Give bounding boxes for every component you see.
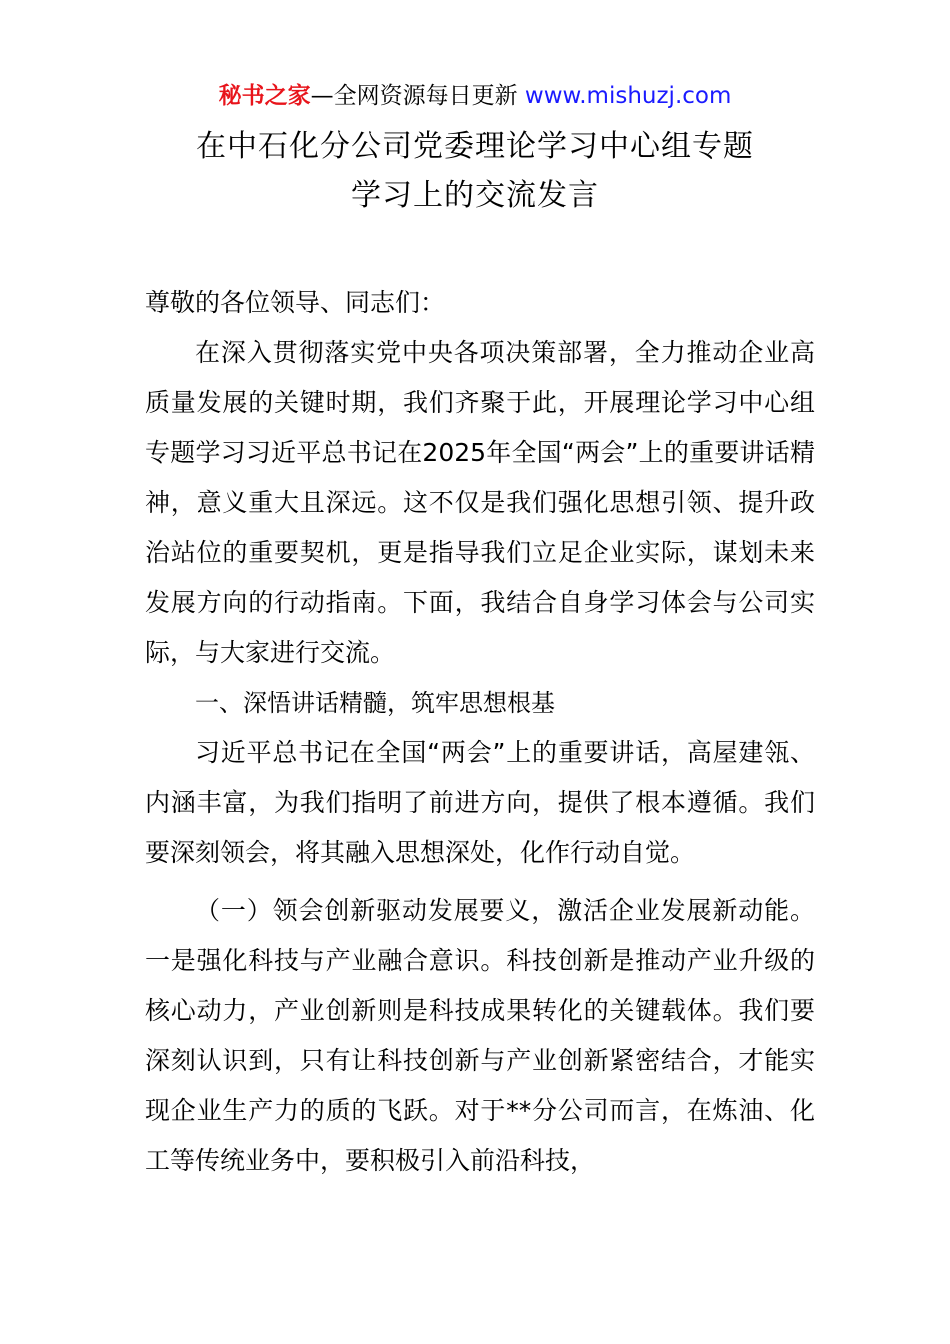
site-slogan: —全网资源每日更新 xyxy=(310,83,525,109)
paragraph-subsection-1: （一）领会创新驱动发展要义，激活企业发展新动能。一是强化科技与产业融合意识。科技创新是推动产业升级的核心动力，产业创新则是科技成果转化的关键载体。我们要深刻认识到，只有让科技创新与产业创新紧密结合，才能实现企业生产力的质的飞跃。对于**分公司而言，在炼油、化工等传统业务中，要积极引入前沿科技， xyxy=(145,896,815,1175)
paragraph-section-1: 习近平总书记在全国“两会”上的重要讲话，高屋建瓴、内涵丰富，为我们指明了前进方向，提供了根本遵循。我们要深刻领会，将其融入思想深处，化作行动自觉。 xyxy=(145,738,815,867)
section-heading: 一、深悟讲话精髓，筑牢思想根基 xyxy=(195,689,555,717)
greeting: 尊敬的各位领导、同志们： xyxy=(145,288,446,317)
site-brand: 秘书之家 xyxy=(218,83,311,109)
site-url-link[interactable]: www.mishuzj.com xyxy=(524,83,732,109)
document-body xyxy=(145,278,815,1186)
document-title-line-1: 在中石化分公司党委理论学习中心组专题 xyxy=(196,129,754,164)
document-title-line-2: 学习上的交流发言 xyxy=(351,178,599,213)
site-header xyxy=(0,80,950,112)
paragraph-intro: 在深入贯彻落实党中央各项决策部署，全力推动企业高质量发展的关键时期，我们齐聚于此，开展理论学习中心组专题学习习近平总书记在2025年全国“两会”上的重要讲话精神，意义重大且深远。这不仅是我们强化思想引领、提升政治站位的重要契机，更是指导我们立足企业实际，谋划未来发展方向的行动指南。下面，我结合自身学习体会与公司实际，与大家进行交流。 xyxy=(145,338,815,667)
